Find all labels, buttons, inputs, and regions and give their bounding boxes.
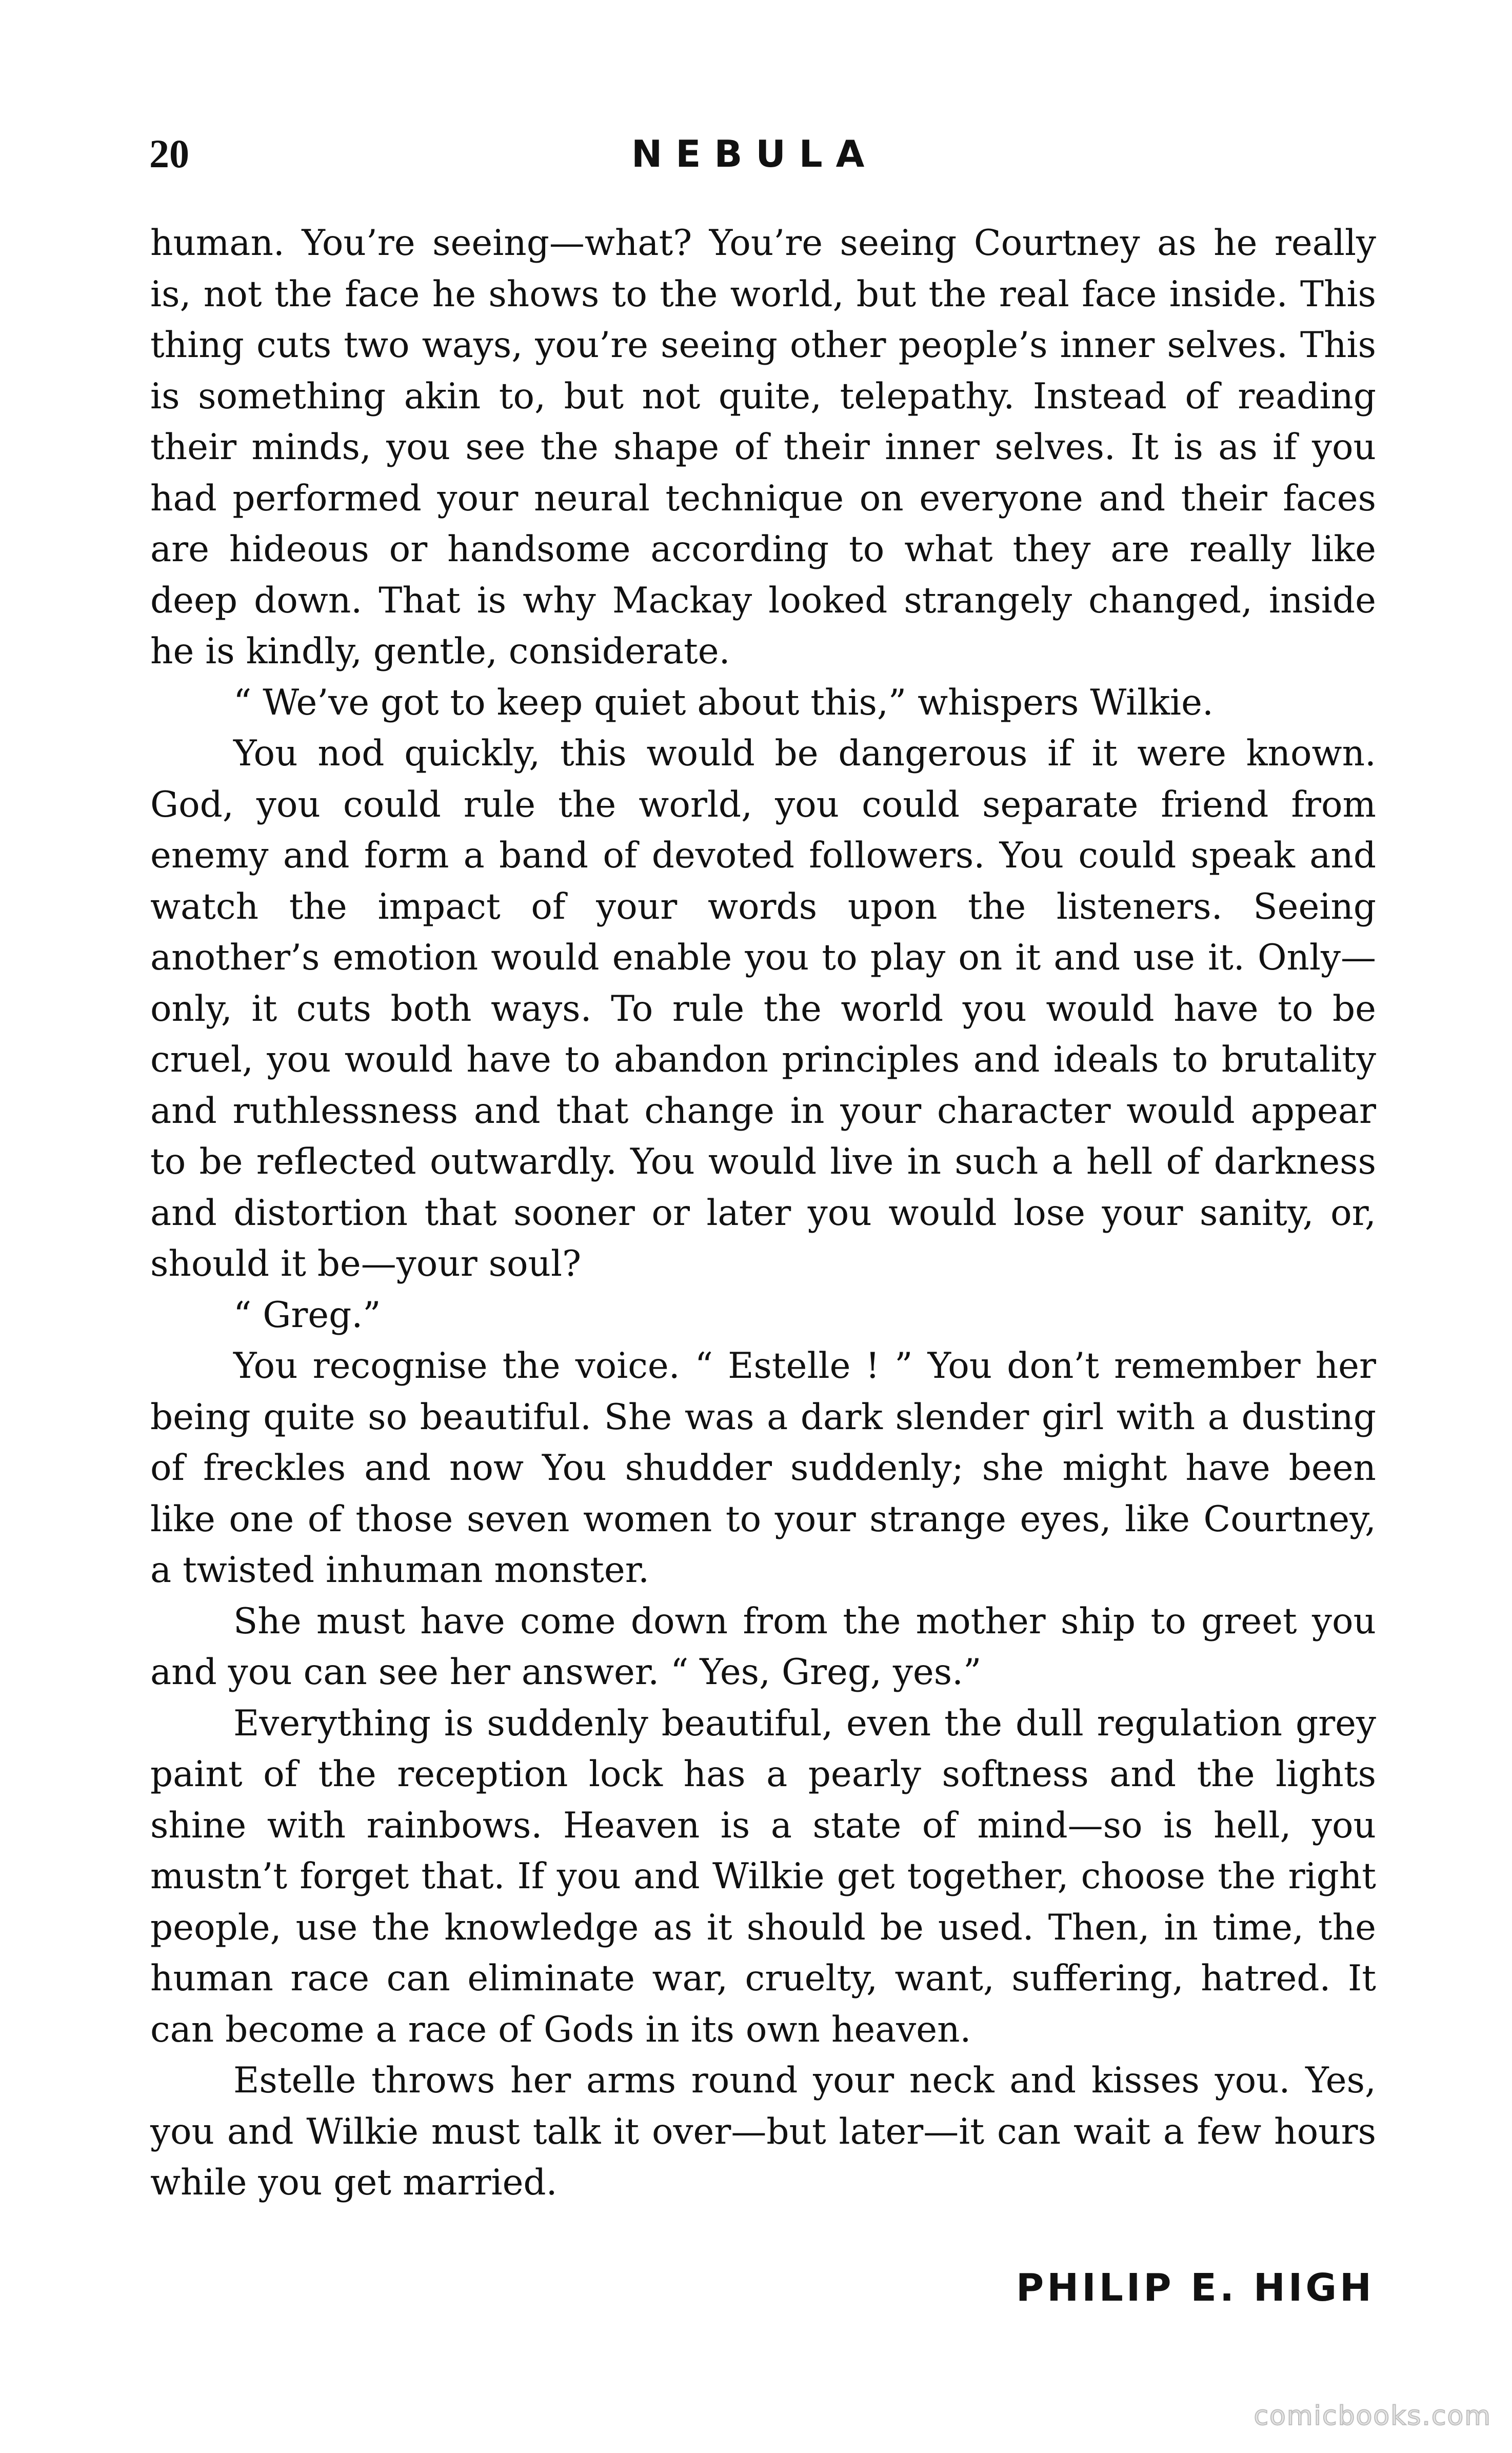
paragraph: You nod quickly, this would be dangerous if it were known. God, you could rule the world, you could separate friend from enemy and form a band of devoted followers. You could speak and watch the impact of your words upon the listeners. Seeing another’s emotion would enable you to play on it and use it. Only—only, it cuts both ways. To rule the world you would have to be cruel, you would have to abandon principles and ideals to brutality and ruthlessness and that change in your character would appear to be reflected outwardly. You would live in such a hell of darkness and distortion that sooner or later you would lose your sanity, or, should it be—your soul? <box>150 733 1376 1284</box>
watermark: comicbooks.com <box>1254 2401 1491 2431</box>
running-head <box>149 126 1380 182</box>
paragraph: She must have come down from the mother ship to greet you and you can see her answer. “ Yes, Greg, yes.” <box>150 1600 1376 1693</box>
paragraph: “ We’ve got to keep quiet about this,” whispers Wilkie. <box>233 682 1213 723</box>
page-number: 20 <box>149 131 189 176</box>
paragraph: Everything is suddenly beautiful, even the dull regulation grey paint of the reception lock has a pearly softness and the lights shine with rainbows. Heaven is a state of mind—so is hell, you mustn’t forget that. If you and Wilkie get together, choose the right people, use the knowledge as it should be used. Then, in time, the human race can eliminate war, cruelty, want, suffering, hatred. It can become a race of Gods in its own heaven. <box>150 1703 1376 2050</box>
journal-title: NEBULA <box>631 132 878 175</box>
author-byline: PHILIP E. HIGH <box>1016 2266 1375 2310</box>
story-text <box>150 218 1376 2209</box>
paragraph: Estelle throws her arms round your neck and kisses you. Yes, you and Wilkie must talk it over—but later—it can wait a few hours while you get married. <box>150 2060 1376 2203</box>
paragraph: human. You’re seeing—what? You’re seeing Courtney as he really is, not the face he shows to the world, but the real face inside. This thing cuts two ways, you’re seeing other people’s inner selves. This is something akin to, but not quite, telepathy. Instead of reading their minds, you see the shape of their inner selves. It is as if you had performed your neural technique on everyone and their faces are hideous or handsome according to what they are really like deep down. That is why Mackay looked strangely changed, inside he is kindly, gentle, considerate. <box>150 223 1376 672</box>
paragraph: “ Greg.” <box>233 1294 381 1336</box>
paragraph: You recognise the voice. “ Estelle ! ” You don’t remember her being quite so beautiful. She was a dark slender girl with a dusting of freckles and now You shudder suddenly; she might have been like one of those seven women to your strange eyes, like Courtney, a twisted inhuman monster. <box>150 1346 1376 1591</box>
